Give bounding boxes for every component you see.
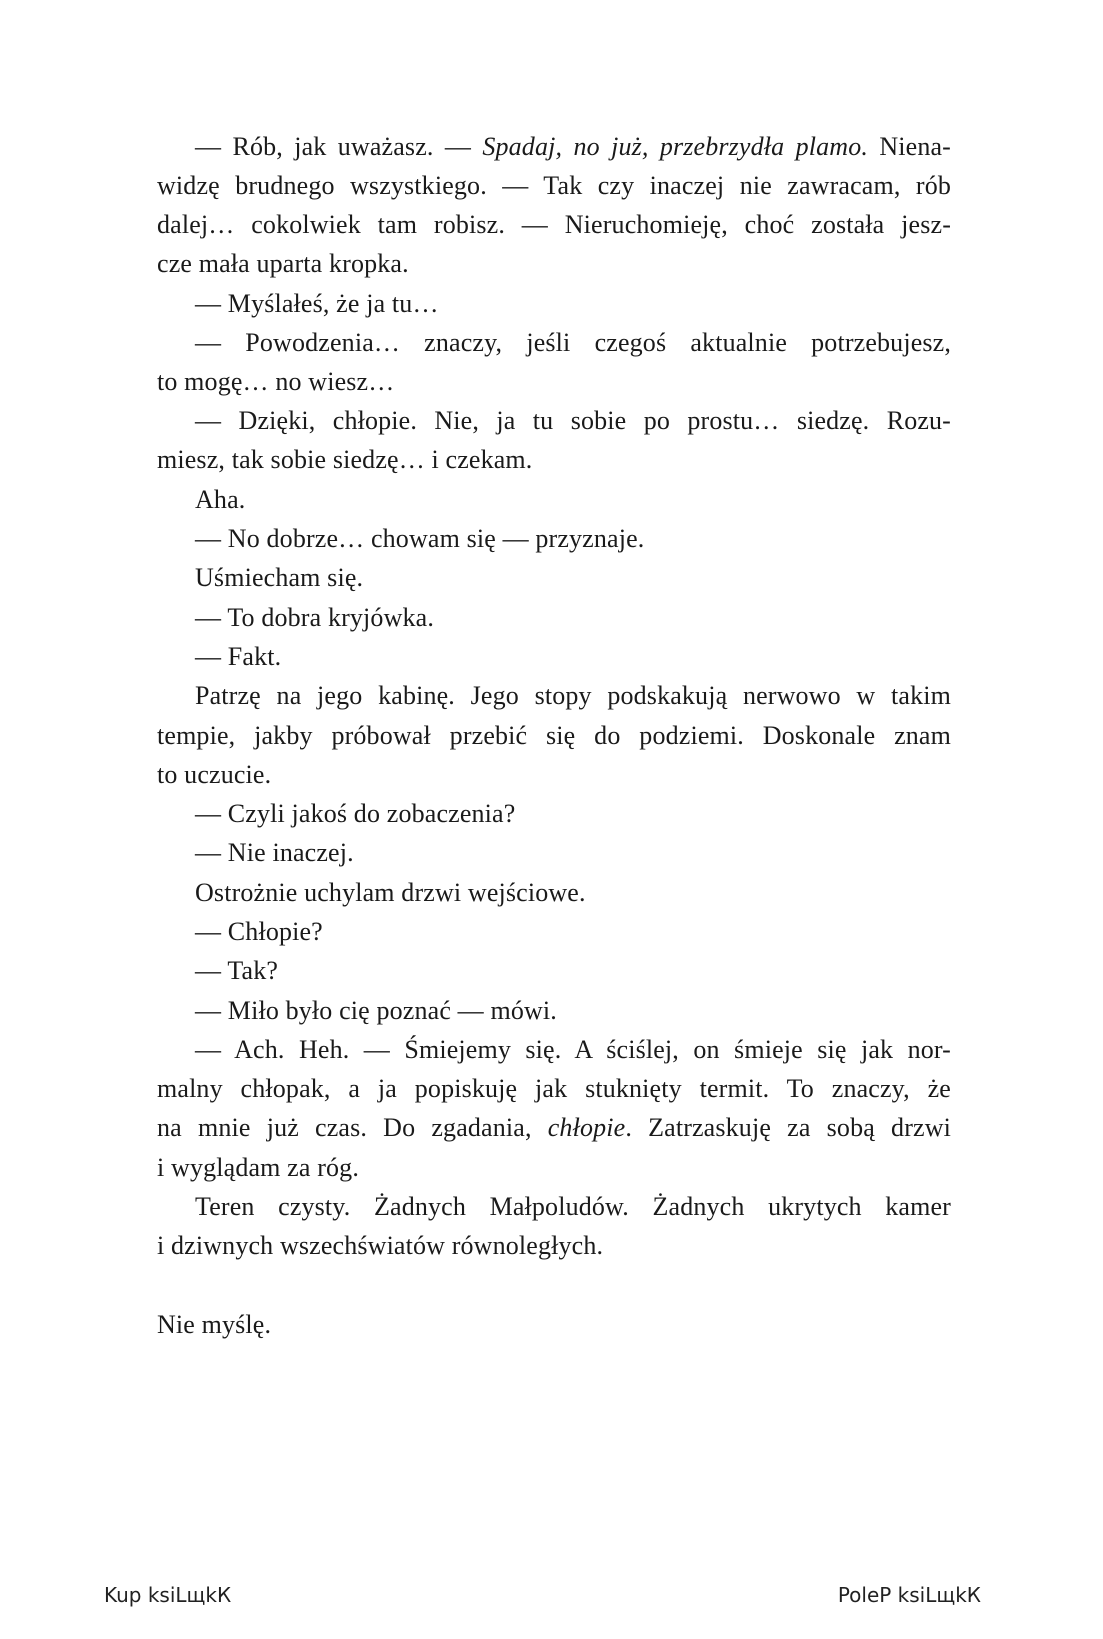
- text-run: to uczucie.: [157, 760, 272, 789]
- text-line: [195, 127, 951, 167]
- text-line: [157, 1305, 271, 1345]
- text-run: — Miło było cię poznać — mówi.: [195, 996, 557, 1025]
- text-run: . Zatrzaskuję za sobą drzwi: [625, 1113, 951, 1142]
- text-run: — Ach. Heh. — Śmiejemy się. A ściślej, on śmieje się jak nor-: [195, 1035, 951, 1064]
- text-line: [195, 598, 434, 638]
- text-line: [195, 323, 951, 363]
- text-run: Niena-: [868, 132, 951, 161]
- text-line: [195, 519, 644, 559]
- text-line: [195, 284, 439, 324]
- buy-book-link[interactable]: Kup ksiLщkК: [104, 1583, 232, 1607]
- text-line: [157, 362, 394, 402]
- text-run: — Tak?: [195, 956, 279, 985]
- text-line: [195, 1187, 951, 1227]
- text-run: — Myślałeś, że ja tu…: [195, 289, 439, 318]
- text-run: — Rób, jak uważasz. —: [195, 132, 483, 161]
- recommend-book-link[interactable]: PoleP ksiLщkК: [837, 1583, 981, 1607]
- italic-text: chłopie: [547, 1113, 626, 1142]
- text-run: Ostrożnie uchylam drzwi wejściowe.: [195, 878, 586, 907]
- italic-text: Spadaj, no już, przebrzydła plamo.: [482, 132, 869, 161]
- text-run: — Fakt.: [195, 642, 282, 671]
- text-line: [195, 873, 586, 913]
- text-line: [157, 716, 951, 756]
- text-run: — No dobrze… chowam się — przyznaje.: [195, 524, 645, 553]
- text-line: [157, 166, 951, 206]
- text-line: [195, 480, 245, 520]
- text-line: [157, 1069, 951, 1109]
- text-run: — Czyli jakoś do zobaczenia?: [195, 799, 516, 828]
- text-run: Patrzę na jego kabinę. Jego stopy podskakują nerwowo w takim: [195, 681, 951, 710]
- text-run: i wyglądam za róg.: [157, 1153, 359, 1182]
- text-line: [195, 794, 515, 834]
- text-run: cze mała uparta kropka.: [157, 249, 409, 278]
- text-run: Teren czysty. Żadnych Małpoludów. Żadnych ukrytych kamer: [195, 1192, 951, 1221]
- text-line: [195, 401, 951, 441]
- text-run: — Nie inaczej.: [195, 838, 354, 867]
- text-run: — Chłopie?: [195, 917, 323, 946]
- text-line: [157, 755, 271, 795]
- text-line: [195, 991, 557, 1031]
- text-line: [195, 951, 278, 991]
- text-line: [195, 1030, 951, 1070]
- text-line: [157, 440, 532, 480]
- text-run: Nie myślę.: [157, 1310, 272, 1339]
- text-run: Aha.: [195, 485, 246, 514]
- text-line: [157, 1226, 603, 1266]
- text-run: to mogę… no wiesz…: [157, 367, 395, 396]
- text-run: — Powodzenia… znaczy, jeśli czegoś aktualnie potrzebujesz,: [195, 328, 951, 357]
- text-run: na mnie już czas. Do zgadania,: [157, 1113, 548, 1142]
- text-line: [157, 205, 951, 245]
- text-run: — Dzięki, chłopie. Nie, ja tu sobie po prostu… siedzę. Rozu-: [195, 406, 951, 435]
- text-run: — To dobra kryjówka.: [195, 603, 434, 632]
- text-line: [157, 1108, 951, 1148]
- text-line: [195, 558, 363, 598]
- text-run: tempie, jakby próbował przebić się do podziemi. Doskonale znam: [157, 721, 951, 750]
- text-run: Uśmiecham się.: [195, 563, 364, 592]
- text-line: [195, 912, 323, 952]
- text-run: i dziwnych wszechświatów równoległych.: [157, 1231, 604, 1260]
- text-run: miesz, tak sobie siedzę… i czekam.: [157, 445, 533, 474]
- text-line: [157, 244, 409, 284]
- text-run: malny chłopak, a ja popiskuję jak stuknięty termit. To znaczy, że: [157, 1074, 951, 1103]
- text-line: [195, 833, 354, 873]
- text-line: [157, 1148, 359, 1188]
- text-run: widzę brudnego wszystkiego. — Tak czy inaczej nie zawracam, rób: [157, 171, 951, 200]
- text-line: [195, 676, 951, 716]
- text-run: dalej… cokolwiek tam robisz. — Nieruchomieję, choć została jesz-: [157, 210, 951, 239]
- text-line: [195, 637, 281, 677]
